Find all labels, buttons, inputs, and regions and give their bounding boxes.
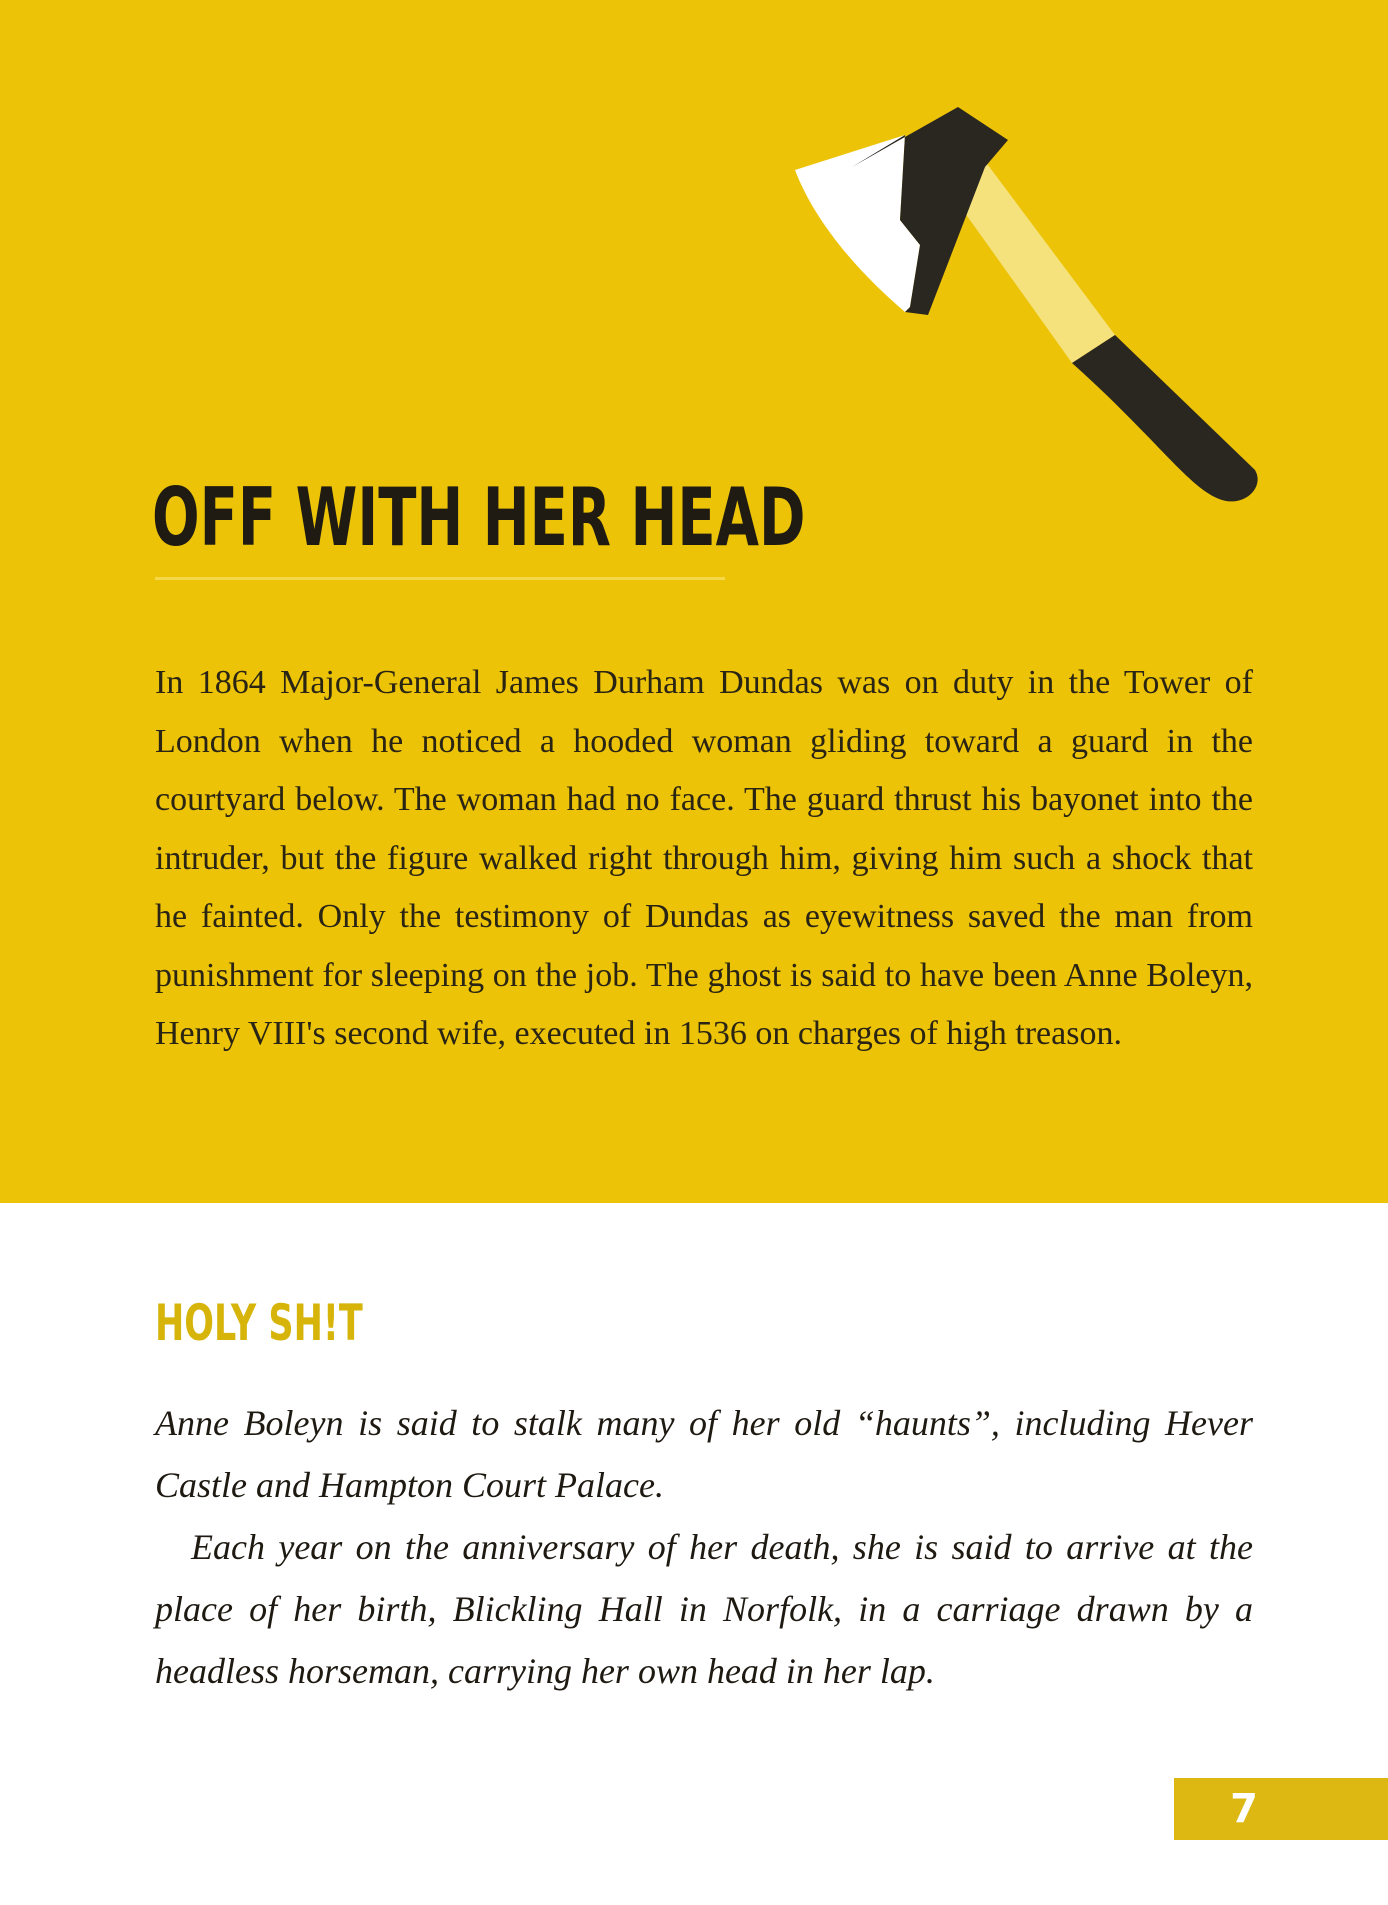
title-underline: [155, 577, 725, 580]
article-body: In 1864 Major-General James Durham Dundas was on duty in the Tower of London when he noticed a hooded woman gliding toward a guard in the courtyard below. The woman had no face. The guard thrust his bayonet into the intruder, but the figure walked right through him, giving him such a shock that he fainted. Only the testimony of Dundas as eyewitness saved the man from punishment for sleeping on the job. The ghost is said to have been Anne Boleyn, Henry VIII's second wife, executed in 1536 on charges of high treason.: [155, 664, 1253, 1052]
sidebar-paragraph: Each year on the anniversary of her death, she is said to arrive at the place of her birth, Blickling Hall in Norfolk, in a carriage drawn by a headless horseman, carrying her own head in her lap.: [155, 1527, 1253, 1691]
page-number: 7: [1230, 1786, 1258, 1832]
sidebar-title: HOLY SH!T: [155, 1294, 363, 1352]
axe-blade: [795, 135, 920, 312]
axe-icon: [790, 95, 1270, 525]
sidebar-paragraph: Anne Boleyn is said to stalk many of her old “haunts”, including Hever Castle and Hampton Court Palace.: [155, 1403, 1253, 1505]
article-title: OFF WITH HER HEAD: [152, 471, 806, 564]
sidebar-text: [155, 1392, 1253, 1702]
axe-grip: [1072, 335, 1258, 501]
page-number-tab: [1174, 1778, 1388, 1840]
